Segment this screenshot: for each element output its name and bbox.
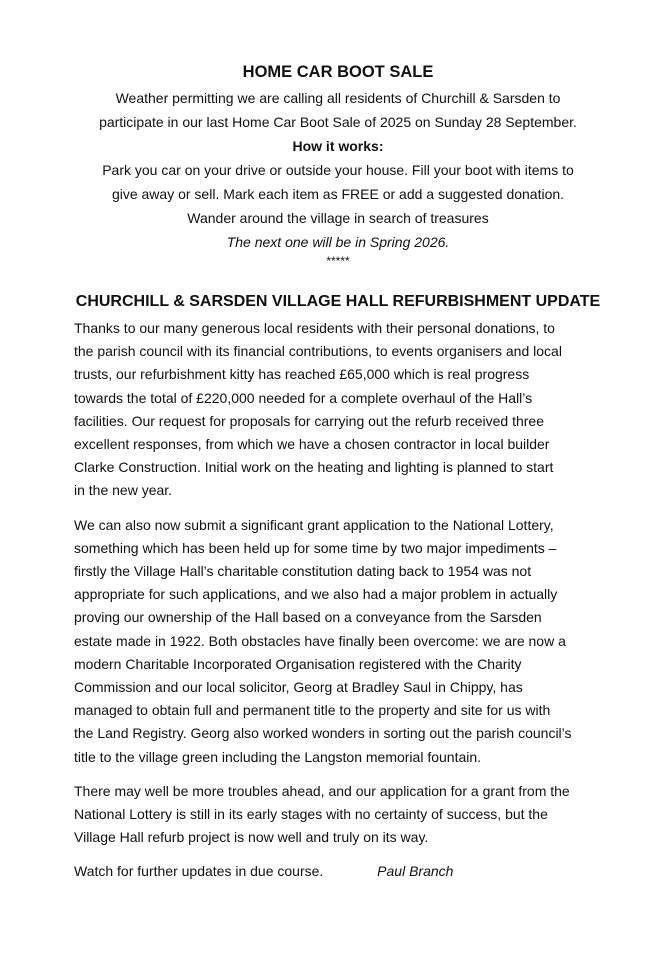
paragraph-line: excellent responses, from which we have a chosen contractor in local builder bbox=[74, 436, 550, 453]
paragraph-line: something which has been held up for some time by two major impediments – bbox=[74, 539, 557, 556]
newsletter-page bbox=[74, 58, 602, 883]
paragraph-line: estate made in 1922. Both obstacles have finally been overcome: we are now a bbox=[74, 632, 566, 649]
author-signature: Paul Branch bbox=[377, 863, 454, 880]
paragraph-line: Clarke Construction. Initial work on the heating and lighting is planned to start bbox=[74, 459, 554, 476]
paragraph-line: National Lottery is still in its early stages with no certainty of success, but the bbox=[74, 806, 548, 823]
paragraph-line: proving our ownership of the Hall based on a conveyance from the Sarsden bbox=[74, 609, 542, 626]
how-it-works-heading: How it works: bbox=[292, 138, 384, 154]
refurb-paragraph-2 bbox=[74, 514, 602, 769]
closing-line bbox=[74, 860, 602, 883]
car-boot-section bbox=[74, 58, 602, 268]
paragraph-line: trusts, our refurbishment kitty has reached £65,000 which is real progress bbox=[74, 366, 530, 383]
paragraph-line: in the new year. bbox=[74, 482, 173, 499]
car-boot-intro-line-1: Weather permitting we are calling all residents of Churchill & Sarsden to bbox=[115, 90, 561, 106]
paragraph-line: towards the total of £220,000 needed for a complete overhaul of the Hall’s bbox=[74, 389, 533, 406]
closing-text: Watch for further updates in due course. bbox=[74, 863, 324, 880]
paragraph-line: Thanks to our many generous local residents with their personal donations, to bbox=[74, 320, 555, 336]
paragraph-line: facilities. Our request for proposals for carrying out the refurb received three bbox=[74, 412, 544, 429]
paragraph-line: Village Hall refurb project is now well and truly on its way. bbox=[74, 829, 429, 846]
paragraph-line: There may well be more troubles ahead, and our application for a grant from the bbox=[74, 782, 570, 799]
how-it-works-line-2: give away or sell. Mark each item as FREE or add a suggested donation. bbox=[111, 186, 565, 202]
car-boot-intro-line-2: participate in our last Home Car Boot Sale of 2025 on Sunday 28 September. bbox=[99, 114, 577, 130]
paragraph-line: Commission and our local solicitor, Georg at Bradley Saul in Chippy, has bbox=[74, 679, 523, 696]
refurb-section bbox=[74, 290, 602, 883]
how-it-works-line-1: Park you car on your drive or outside your house. Fill your boot with items to bbox=[102, 162, 574, 178]
paragraph-line: We can also now submit a significant grant application to the National Lottery, bbox=[74, 516, 554, 533]
how-it-works-line-3: Wander around the village in search of treasures bbox=[187, 210, 489, 226]
paragraph-line: appropriate for such applications, and we also had a major problem in actually bbox=[74, 586, 558, 603]
car-boot-title: HOME CAR BOOT SALE bbox=[242, 63, 434, 81]
paragraph-line: the parish council with its financial contributions, to events organisers and local bbox=[74, 343, 562, 360]
refurb-title: CHURCHILL & SARSDEN VILLAGE HALL REFURBISHMENT UPDATE bbox=[75, 293, 601, 310]
paragraph-line: the Land Registry. Georg also worked wonders in sorting out the parish council’s bbox=[74, 725, 572, 742]
paragraph-line: managed to obtain full and permanent title to the property and site for us with bbox=[74, 702, 551, 719]
paragraph-line: modern Charitable Incorporated Organisation registered with the Charity bbox=[74, 655, 522, 672]
paragraph-line: firstly the Village Hall’s charitable constitution dating back to 1954 was not bbox=[74, 563, 532, 580]
refurb-paragraph-1 bbox=[74, 317, 602, 503]
refurb-paragraph-3 bbox=[74, 780, 602, 850]
section-separator: ***** bbox=[326, 254, 350, 268]
paragraph-line: title to the village green including the Langston memorial fountain. bbox=[74, 748, 482, 765]
next-event-note: The next one will be in Spring 2026. bbox=[226, 234, 450, 250]
